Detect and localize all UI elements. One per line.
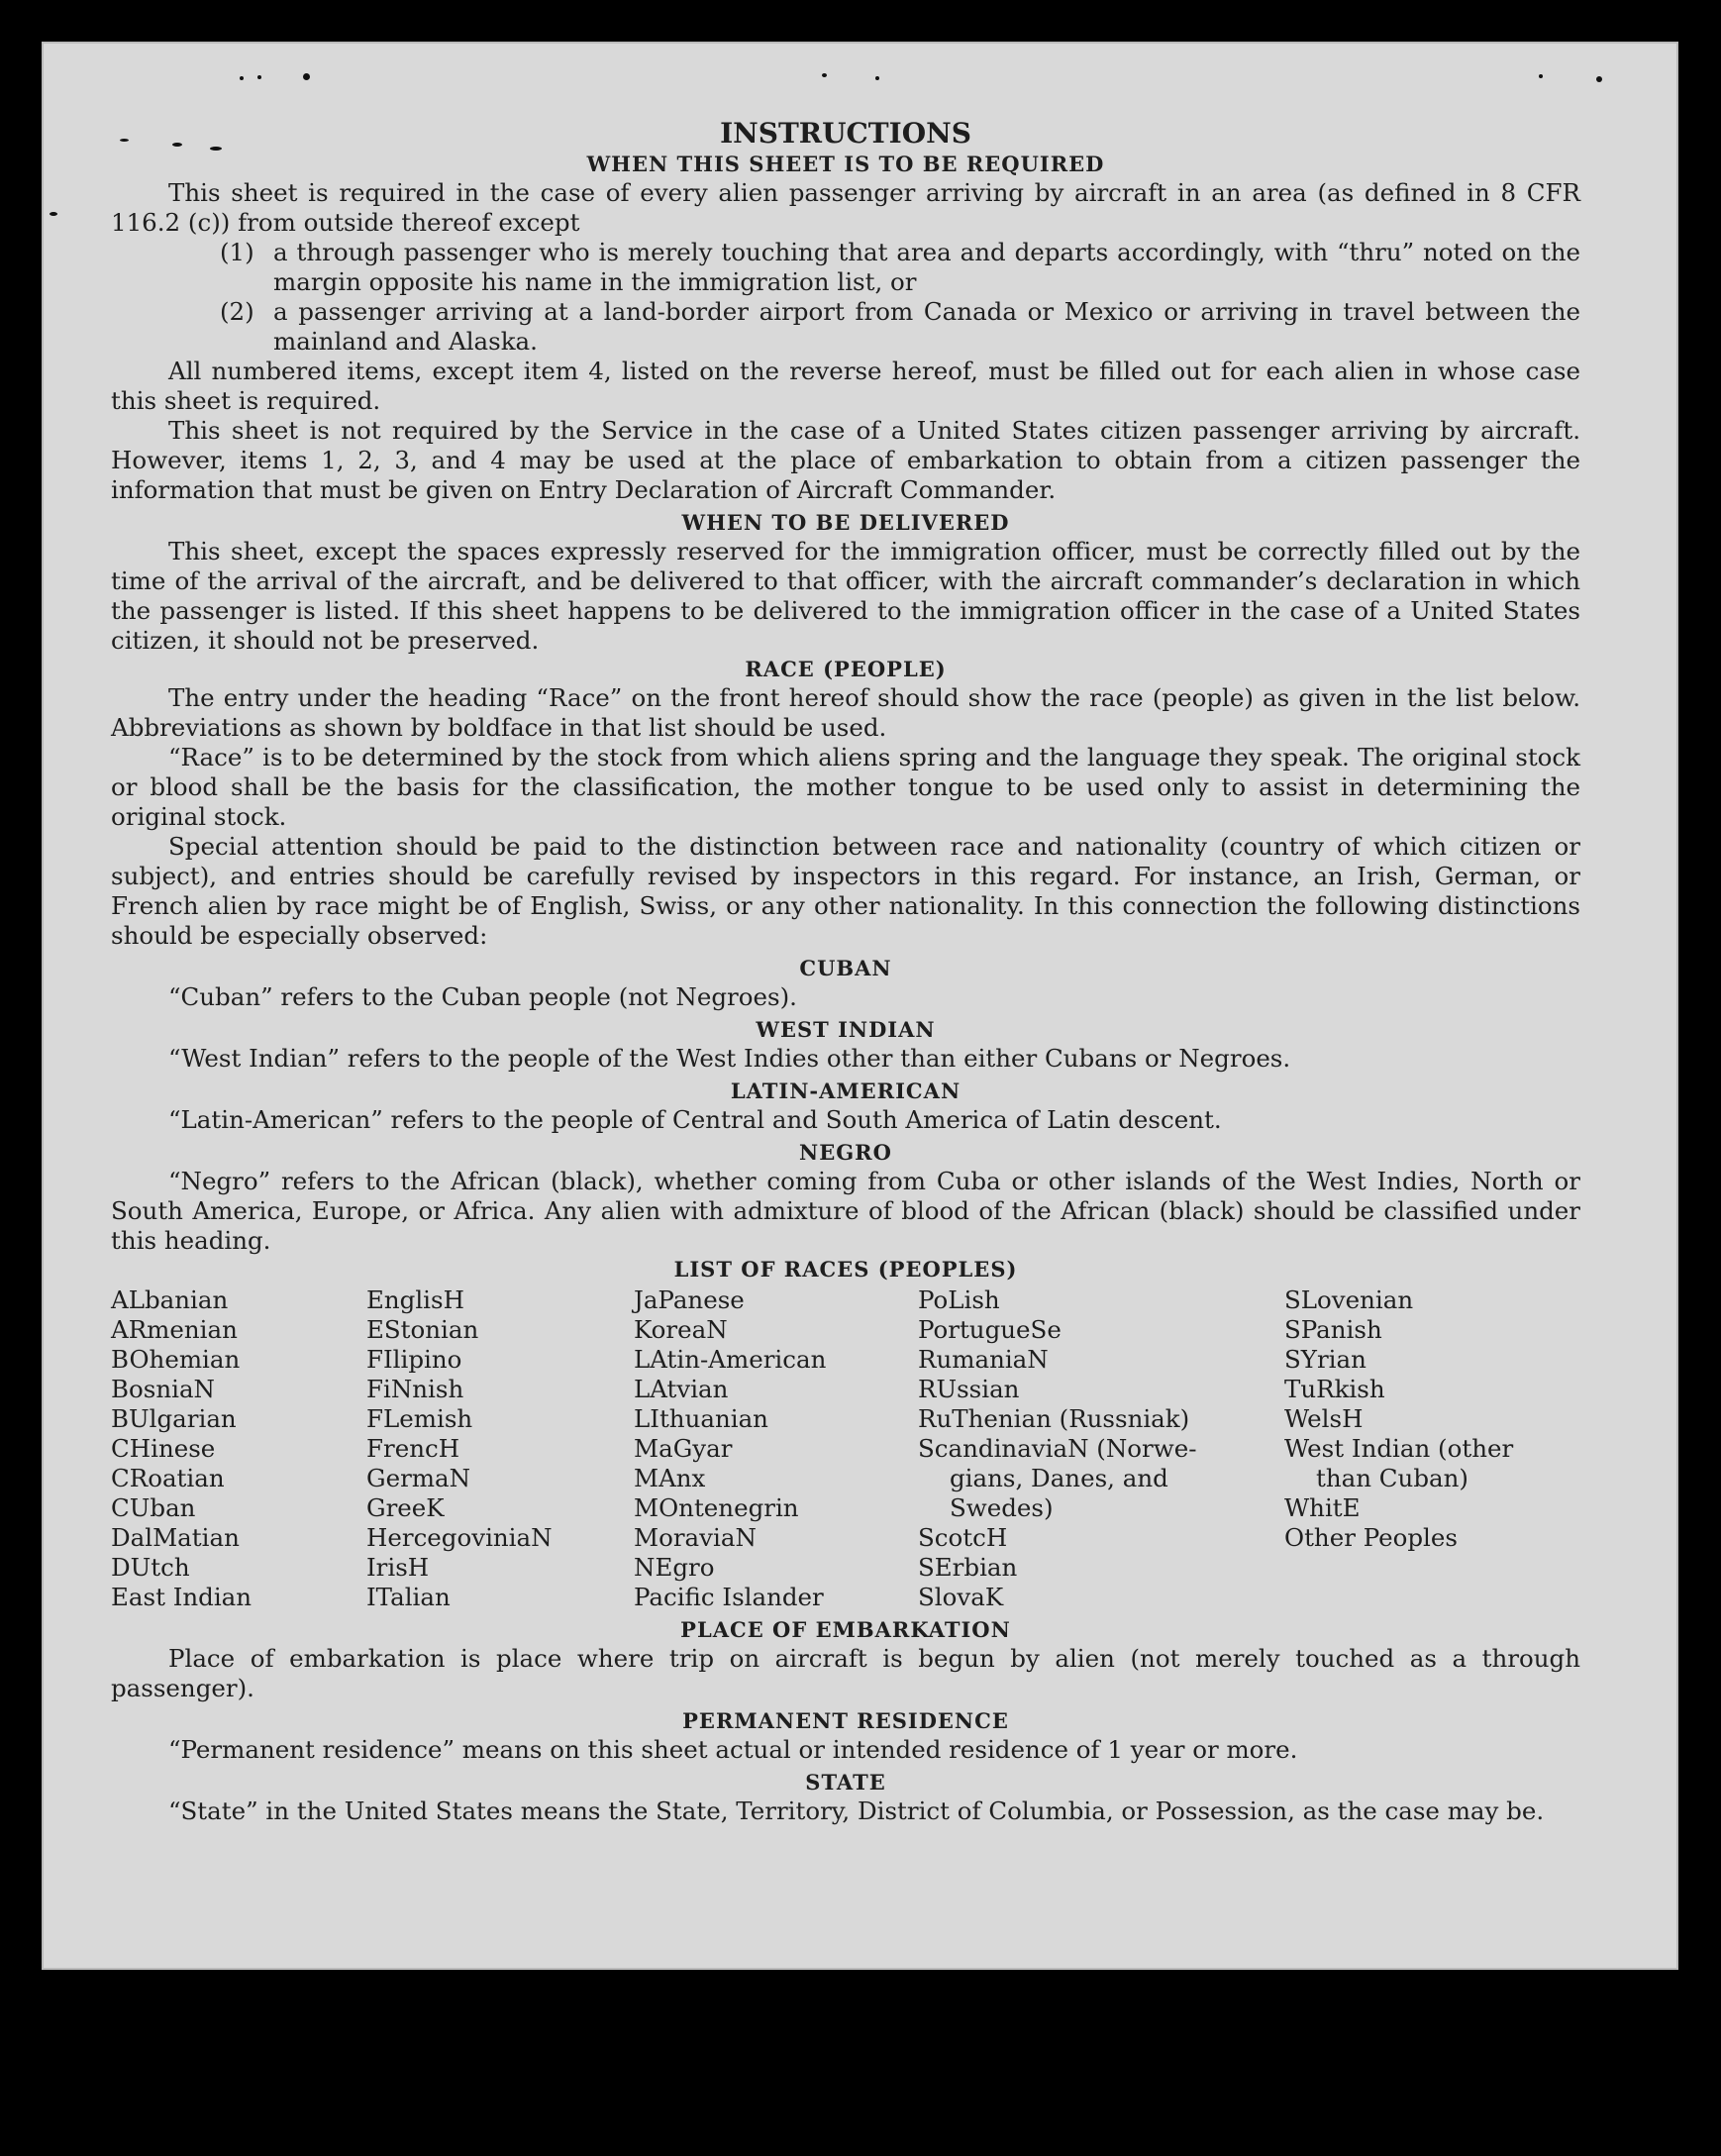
scan-speck (303, 73, 310, 80)
exception-number: (1) (220, 238, 254, 266)
race-entry: RUssian (918, 1375, 1020, 1403)
race-entry: Other Peoples (1284, 1523, 1458, 1552)
heading-list-of-races: LIST OF RACES (PEOPLES) (673, 1257, 1018, 1282)
page-title: INSTRUCTIONS (720, 117, 971, 150)
race-entry: than Cuban) (1316, 1464, 1468, 1492)
race-entry: BOhemian (111, 1345, 241, 1374)
heading-race: RACE (PEOPLE) (745, 657, 947, 681)
race-entry: SErbian (918, 1553, 1018, 1582)
heading-cuban: CUBAN (799, 956, 892, 980)
scan-speck (1539, 74, 1543, 78)
race-entry: West Indian (other (1284, 1434, 1514, 1463)
race-entry: GermaN (366, 1464, 471, 1492)
heading-embarkation: PLACE OF EMBARKATION (680, 1617, 1011, 1642)
race-entry: MOntenegrin (634, 1493, 799, 1522)
race-entry: FrencH (366, 1434, 460, 1463)
race-entry: KoreaN (634, 1315, 728, 1344)
heading-negro: NEGRO (799, 1140, 892, 1165)
scan-speck (240, 76, 244, 80)
race-entry: HercegoviniaN (366, 1523, 553, 1552)
races-column (111, 1285, 366, 1612)
when-required-intro: This sheet is required in the case of every alien passenger arriving by aircraft in an area (as defined in 8 CFR 116.2 (c)) from outside thereof except (111, 178, 1580, 237)
race-entry: CRoatian (111, 1464, 225, 1492)
race-entry: MoraviaN (634, 1523, 757, 1552)
race-entry: ScandinaviaN (Norwe- (918, 1434, 1197, 1463)
negro-text: “Negro” refers to the African (black), whether coming from Cuba or other islands of the West Indies, North or South America, Europe, or Africa. Any alien with admixture of blood of the African (black) should be classified under this heading. (111, 1167, 1580, 1255)
exception-text: a passenger arriving at a land-border airport from Canada or Mexico or arriving in travel between the mainland and Alaska. (273, 297, 1580, 356)
latin-american-text: “Latin-American” refers to the people of Central and South America of Latin descent. (168, 1105, 1222, 1134)
race-entry: LAtvian (634, 1375, 729, 1403)
race-entry: DUtch (111, 1553, 190, 1582)
exception-number: (2) (220, 297, 254, 326)
race-entry: gians, Danes, and (950, 1464, 1168, 1492)
race-entry: EStonian (366, 1315, 479, 1344)
race-entry: WhitE (1284, 1493, 1361, 1522)
race-entry: East Indian (111, 1583, 253, 1611)
race-entry: MAnx (634, 1464, 706, 1492)
race-entry: MaGyar (634, 1434, 733, 1463)
race-entry: LAtin-American (634, 1345, 827, 1374)
race-entry: CHinese (111, 1434, 216, 1463)
embarkation-text: Place of embarkation is place where trip on aircraft is begun by alien (not merely touched as a through passenger). (111, 1644, 1580, 1702)
race-entry: LIthuanian (634, 1404, 768, 1433)
instructions-content (111, 117, 1580, 1826)
race-para3: Special attention should be paid to the distinction between race and nationality (country of which citizen or subject), and entries should be carefully revised by inspectors in this regard. For instance, an Irish, German, or French alien by race might be of English, Swiss, or any other nationality. In this connection the following distinctions should be especially observed: (111, 832, 1580, 950)
exception-item (220, 297, 1580, 357)
heading-when-required: WHEN THIS SHEET IS TO BE REQUIRED (586, 152, 1105, 176)
race-entry: WelsH (1284, 1404, 1364, 1433)
cuban-text: “Cuban” refers to the Cuban people (not Negroes). (168, 982, 797, 1011)
race-entry: JaPanese (634, 1285, 745, 1314)
race-entry: PortugueSe (918, 1315, 1062, 1344)
race-entry: FiNnish (366, 1375, 464, 1403)
race-entry: SLovenian (1284, 1285, 1414, 1314)
race-entry: Swedes) (950, 1493, 1054, 1522)
scan-speck (50, 212, 57, 216)
heading-when-delivered: WHEN TO BE DELIVERED (681, 510, 1010, 535)
heading-latin-american: LATIN-AMERICAN (730, 1078, 962, 1103)
race-entry: BUlgarian (111, 1404, 237, 1433)
heading-permanent-residence: PERMANENT RESIDENCE (682, 1708, 1009, 1733)
race-entry: ALbanian (111, 1285, 229, 1314)
race-entry: ScotcH (918, 1523, 1008, 1552)
races-column (918, 1285, 1284, 1612)
race-entry: SPanish (1284, 1315, 1382, 1344)
scan-speck (822, 73, 827, 77)
when-required-para2: All numbered items, except item 4, listed on the reverse hereof, must be filled out for each alien in whose case this sheet is required. (111, 357, 1580, 415)
scan-speck (875, 76, 879, 80)
race-entry: CUban (111, 1493, 196, 1522)
race-entry: DalMatian (111, 1523, 240, 1552)
state-text: “State” in the United States means the State, Territory, District of Columbia, or Possession, as the case may be. (168, 1797, 1545, 1825)
race-entry: EnglisH (366, 1285, 464, 1314)
exception-item (220, 238, 1580, 297)
race-entry: RumaniaN (918, 1345, 1049, 1374)
race-entry: FIlipino (366, 1345, 462, 1374)
race-entry: IrisH (366, 1553, 430, 1582)
races-table (111, 1285, 1580, 1612)
race-para2: “Race” is to be determined by the stock from which aliens spring and the language they speak. The original stock or blood shall be the basis for the classification, the mother tongue to be used only to assist in determining the original stock. (111, 743, 1580, 831)
scan-speck (1596, 76, 1602, 82)
race-entry: TuRkish (1284, 1375, 1385, 1403)
race-para1: The entry under the heading “Race” on the front hereof should show the race (people) as given in the list below. Abbreviations as shown by boldface in that list should be used. (111, 683, 1580, 742)
races-column (1284, 1285, 1580, 1612)
race-entry: SYrian (1284, 1345, 1367, 1374)
heading-state: STATE (805, 1770, 886, 1795)
scan-speck (257, 75, 261, 79)
heading-west-indian: WEST INDIAN (756, 1017, 936, 1042)
west-indian-text: “West Indian” refers to the people of the West Indies other than either Cubans or Negroes. (168, 1044, 1291, 1073)
race-entry: GreeK (366, 1493, 445, 1522)
race-entry: ARmenian (111, 1315, 238, 1344)
race-entry: BosniaN (111, 1375, 215, 1403)
when-delivered-text: This sheet, except the spaces expressly reserved for the immigration officer, must be correctly filled out by the time of the arrival of the aircraft, and be delivered to that officer, with the aircraft commander’s declaration in which the passenger is listed. If this sheet happens to be delivered to the immigration officer in the case of a United States citizen, it should not be preserved. (111, 537, 1580, 655)
exception-text: a through passenger who is merely touching that area and departs accordingly, with “thru” noted on the margin opposite his name in the immigration list, or (273, 238, 1580, 296)
race-entry: Pacific Islander (634, 1583, 824, 1611)
race-entry: ITalian (366, 1583, 451, 1611)
race-entry: SlovaK (918, 1583, 1004, 1611)
when-required-para3: This sheet is not required by the Service in the case of a United States citizen passenger arriving by aircraft. However, items 1, 2, 3, and 4 may be used at the place of embarkation to obtain from a citizen passenger the information that must be given on Entry Declaration of Aircraft Commander. (111, 416, 1580, 504)
races-column (366, 1285, 634, 1612)
residence-text: “Permanent residence” means on this sheet actual or intended residence of 1 year or more. (168, 1735, 1298, 1764)
race-entry: FLemish (366, 1404, 473, 1433)
race-entry: RuThenian (Russniak) (918, 1404, 1190, 1433)
race-entry: NEgro (634, 1553, 715, 1582)
races-column (634, 1285, 918, 1612)
race-entry: PoLish (918, 1285, 1000, 1314)
